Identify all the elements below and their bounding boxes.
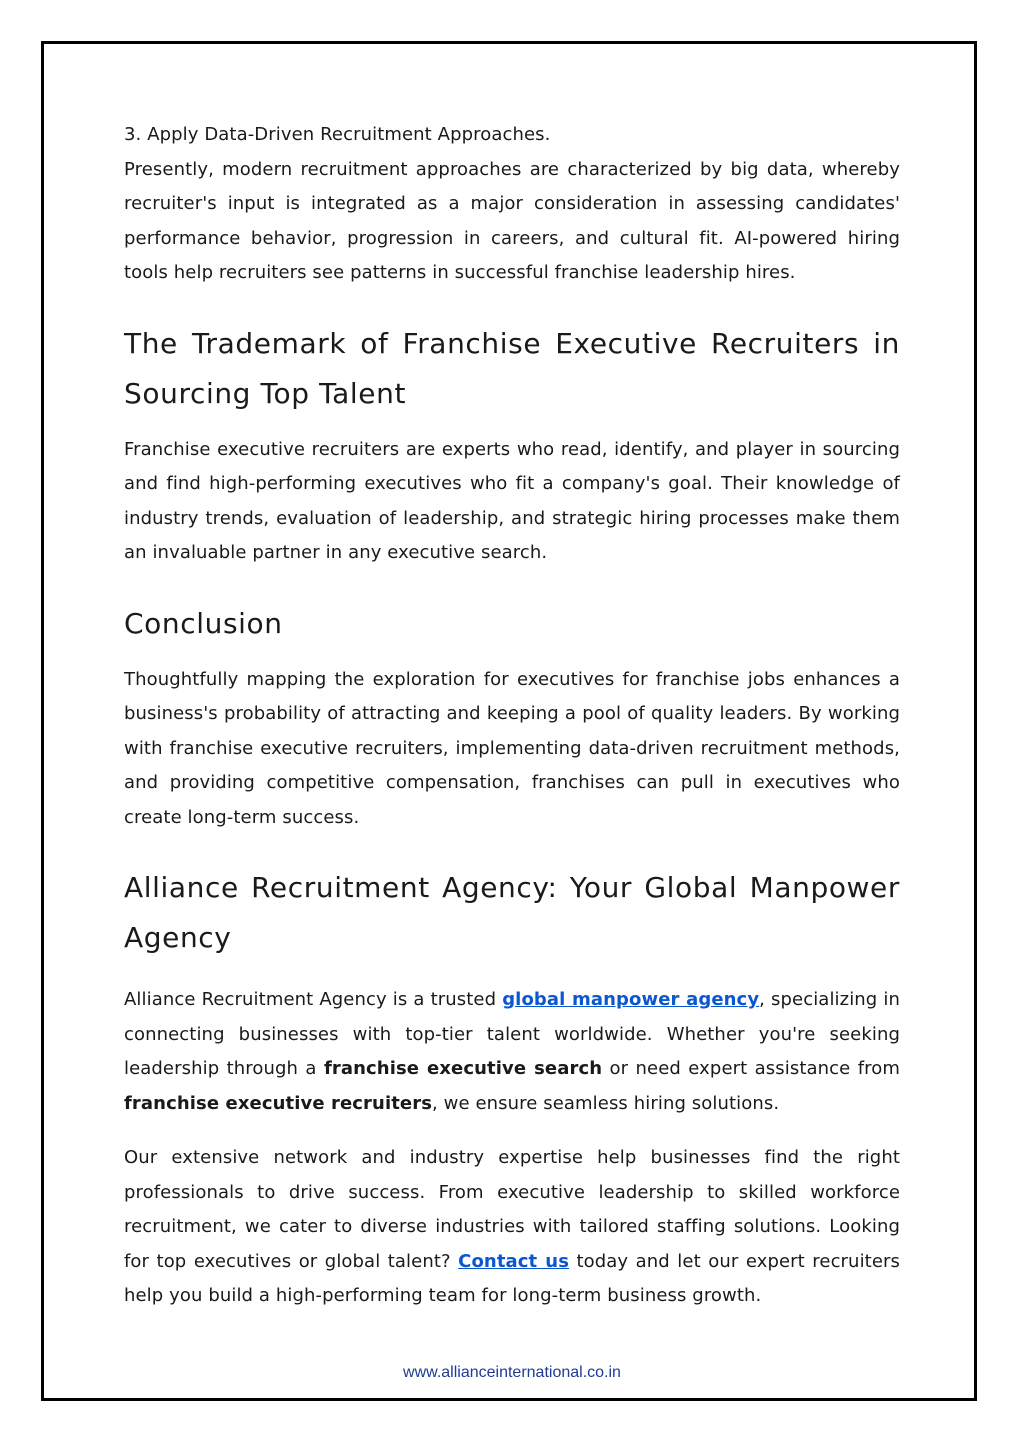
paragraph-alliance-network: Our extensive network and industry expertise help businesses find the right professionals to drive success. From executive leadership to skilled workforce recruitment, we cater to diverse industries with tailored staffing solutions. Looking for top executives or global talent? Contact us today and let our expert recruiters help you build a high-performing team for long-term business growth. [124,1147,900,1306]
contact-us-link[interactable]: Contact us [458,1250,570,1272]
bold-franchise-executive-recruiters: franchise executive recruiters [124,1092,433,1114]
section-paragraph-data-driven: Presently, modern recruitment approaches are characterized by big data, whereby recruiter's input is integrated as a major consideration in assessing candidates' performance behavior, progression in careers, and cultural fit. AI-powered hiring tools help recruiters see patterns in successful franchise leadership hires. [124,158,900,283]
document-body [124,118,900,1314]
bold-franchise-executive-search: franchise executive search [323,1058,603,1079]
heading-alliance: Alliance Recruitment Agency: Your Global Manpower Agency [124,871,900,954]
paragraph-alliance-intro: Alliance Recruitment Agency is a trusted global manpower agency, specializing in connecting businesses with top-tier talent worldwide. Whether you're seeking leadership through a franchise executive search or need expert assistance from franchise executive recruiters, we ensure seamless hiring solutions. [124,989,900,1114]
paragraph-conclusion: Thoughtfully mapping the exploration for executives for franchise jobs enhances a business's probability of attracting and keeping a pool of quality leaders. By working with franchise executive recruiters, implementing data-driven recruitment methods, and providing competitive compensation, franchises can pull in executives who create long-term success. [124,668,900,828]
global-manpower-agency-link[interactable]: global manpower agency [502,989,760,1010]
paragraph-trademark: Franchise executive recruiters are experts who read, identify, and player in sourcing and find high-performing executives who fit a company's goal. Their knowledge of industry trends, evaluation of leadership, and strategic hiring processes make them an invaluable partner in any executive search. [124,438,900,563]
footer-url: www.allianceinternational.co.in [403,1364,621,1381]
section-heading-data-driven: 3. Apply Data-Driven Recruitment Approaches. [124,124,551,145]
heading-trademark: The Trademark of Franchise Executive Recruiters in Sourcing Top Talent [124,326,900,410]
heading-conclusion: Conclusion [124,606,283,640]
